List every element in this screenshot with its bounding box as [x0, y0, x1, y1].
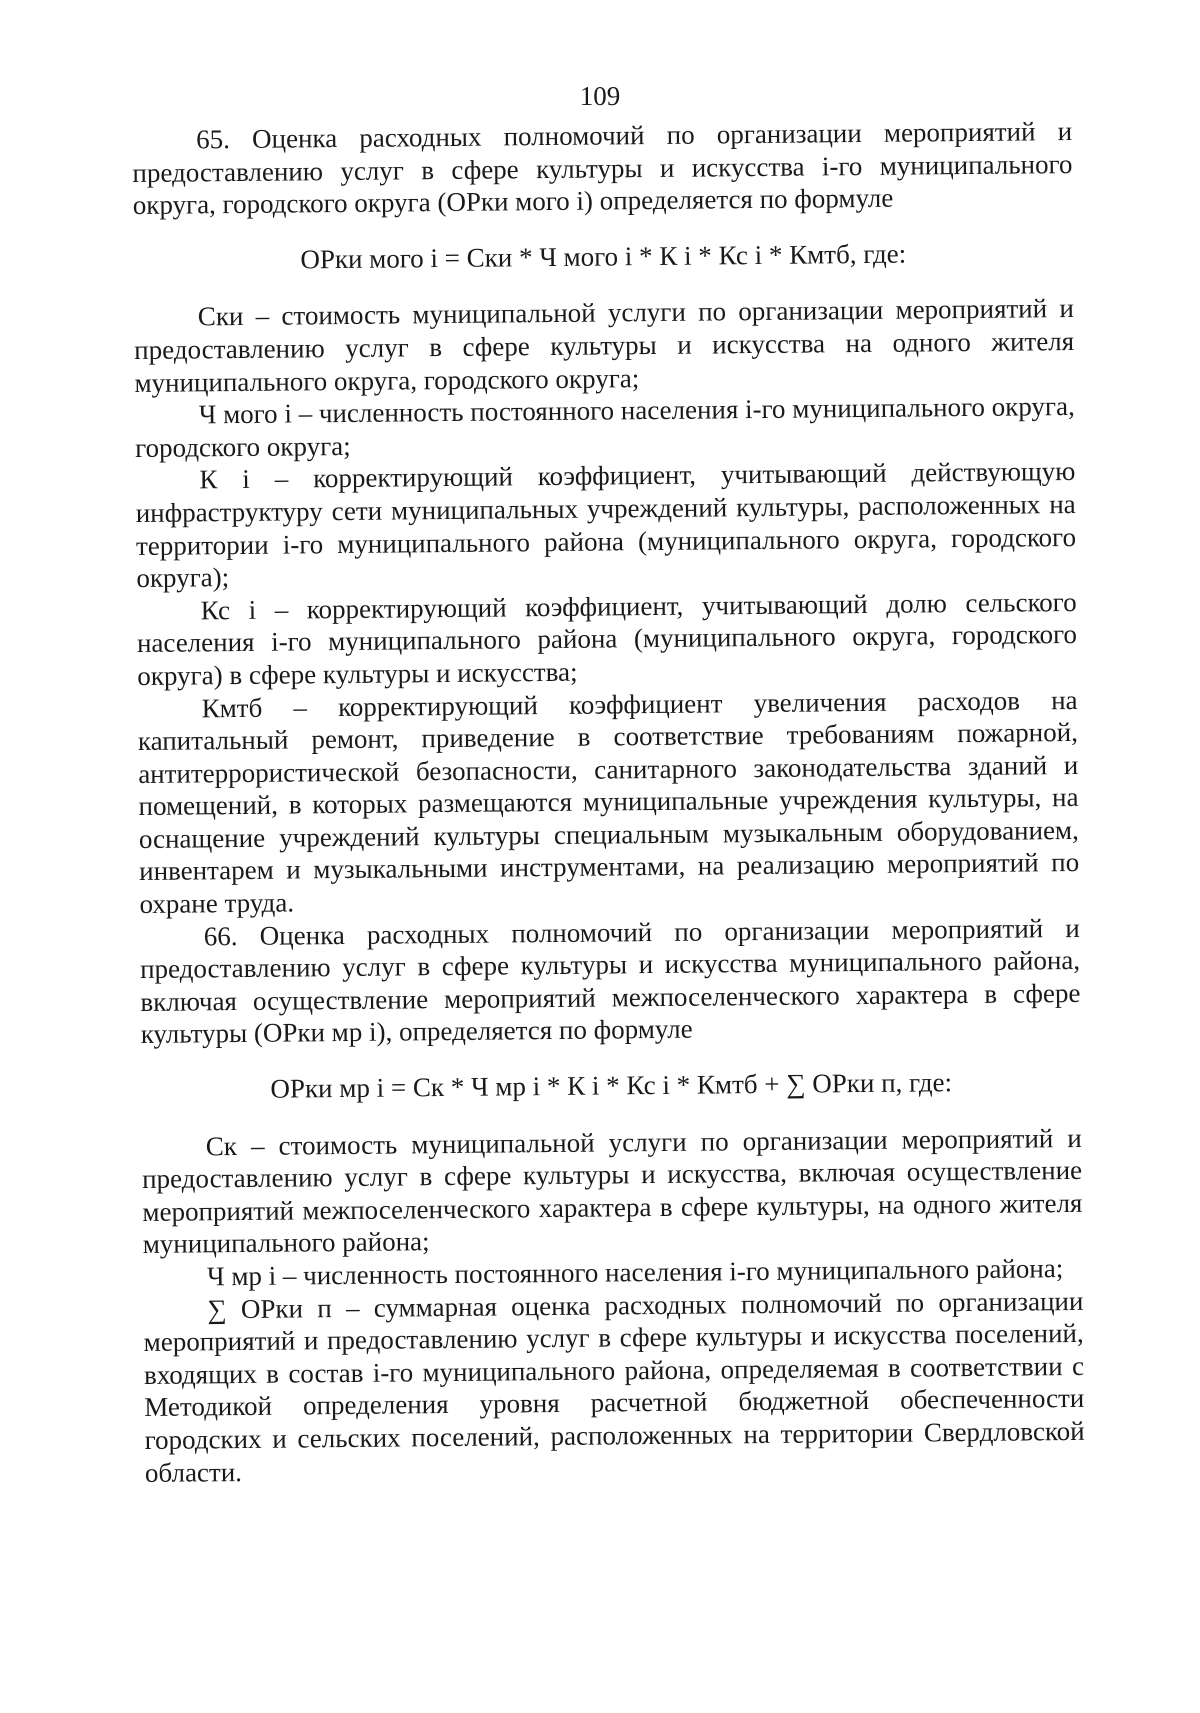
paragraph-65-intro: 65. Оценка расходных полномочий по организации мероприятий и предоставлению услуг в сфере культуры и искусства i-го муниципального округа, городского округа (ОРки мого i) определяется по формуле	[132, 115, 1073, 221]
page-number: 109	[579, 81, 621, 111]
definition-ski: Ски – стоимость муниципальной услуги по организации мероприятий и предоставлению услуг в сфере культуры и искусства на одного жителя муниципального округа, городского округа;	[134, 293, 1075, 398]
formula-orki-mogo: ОРки мого i = Ски * Ч мого i * К i * Кс i * Кмтб, где:	[300, 238, 907, 275]
definition-k-i: К i – корректирующий коэффициент, учитывающий действующую инфраструктуру сети муниципальных учреждений культуры, расположенных на территории i-го муниципального района (муниципального округа, городского округа);	[135, 456, 1077, 594]
definition-sum-orki-p: ∑ ОРки п – суммарная оценка расходных полномочий по организации мероприятий и предоставлению услуг в сфере культуры и искусства поселений, входящих в состав i-го муниципального района, определяемая в соответствии с Методикой определения уровня расчетной бюджетной обеспеченности городских и сельских поселений, расположенных на территории Свердловской области.	[143, 1285, 1085, 1488]
paragraph-66-intro: 66. Оценка расходных полномочий по организации мероприятий и предоставлению услуг в сфере культуры и искусства муниципального района, включая осуществление мероприятий межпоселенческого характера в сфере культуры (ОРки мр i), определяется по формуле	[139, 912, 1081, 1050]
definition-ks-i: Кс i – корректирующий коэффициент, учитывающий долю сельского населения i-го муниципального района (муниципального округа, городского округа) в сфере культуры и искусства;	[136, 586, 1078, 691]
definition-sk: Ск – стоимость муниципальной услуги по организации мероприятий и предоставлению услуг в сфере культуры и искусства, включая осуществление мероприятий межпоселенческого характера в сфере культуры, на одного жителя муниципального района;	[141, 1122, 1083, 1260]
formula-orki-mr: ОРки мр i = Ск * Ч мр i * К i * Кс i * Кмтб + ∑ ОРки п, где:	[270, 1067, 953, 1104]
document-body	[132, 115, 1085, 1489]
definition-ch-mr: Ч мр i – численность постоянного населения i-го муниципального района;	[206, 1253, 1064, 1292]
definition-ch-mogo: Ч мого i – численность постоянного населения i-го муниципального округа, городского округа;	[134, 391, 1075, 463]
definition-kmtb: Кмтб – корректирующий коэффициент увеличения расходов на капитальный ремонт, приведение в соответствие требованиям пожарной, антитеррористической безопасности, санитарного законодательства зданий и помещений, в которых размещаются муниципальные учреждения культуры, на оснащение учреждений культуры специальным музыкальным оборудованием, инвентарем и музыкальными инструментами, на реализацию мероприятий по охране труда.	[137, 684, 1080, 920]
